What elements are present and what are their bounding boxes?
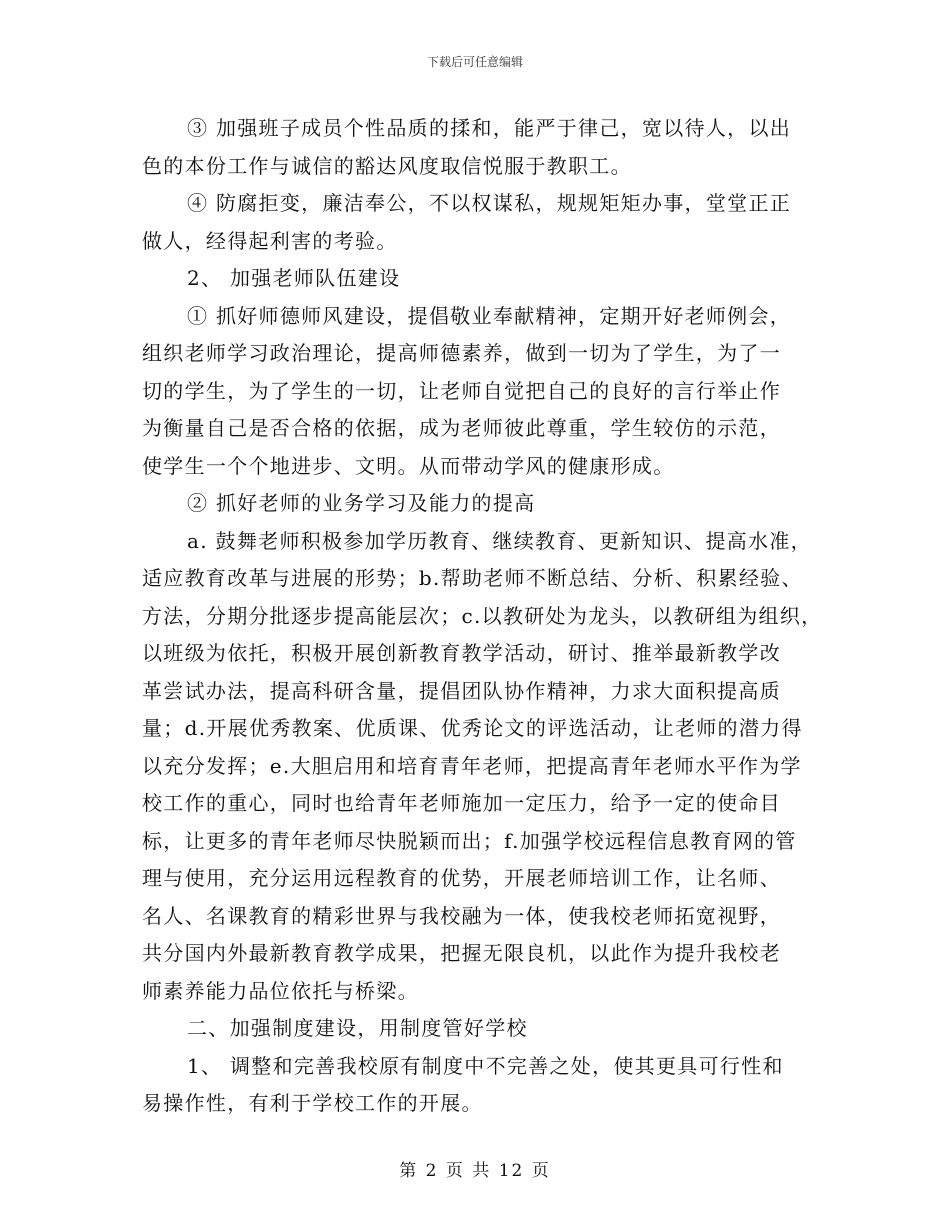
paragraph-line: 名人、名课教育的精彩世界与我校融为一体，使我校老师拓宽视野， — [142, 903, 781, 928]
paragraph-line: 标，让更多的青年老师尽快脱颖而出；f.加强学校远程信息教育网的管 — [142, 828, 797, 853]
page-number: 第 2 页 共 12 页 — [399, 1161, 551, 1181]
paragraph-line: 易操作性，有利于学校工作的开展。 — [142, 1091, 483, 1115]
paragraph-line: ① 抓好师德师风建设，提倡敬业奉献精神，定期开好老师例会， — [187, 303, 792, 328]
paragraph-line: 组织老师学习政治理论，提高师德素养，做到一切为了学生，为了一 — [142, 341, 781, 365]
paragraph-line: 适应教育改革与进展的形势；b.帮助老师不断总结、分析、积累经验、 — [142, 566, 803, 590]
paragraph-line: 1、 调整和完善我校原有制度中不完善之处，使其更具可行性和 — [187, 1053, 784, 1078]
paragraph-line: 使学生一个个地进步、文明。从而带动学风的健康形成。 — [142, 453, 675, 478]
paragraph-line: 理与使用，充分运用远程教育的优势，开展老师培训工作，让名师、 — [142, 866, 781, 890]
paragraph-line: 共分国内外最新教育教学成果，把握无限良机，以此作为提升我校老 — [142, 941, 781, 965]
paragraph-line: 方法，分期分批逐步提高能层次；c.以教研处为龙头，以教研组为组织， — [142, 603, 823, 628]
paragraph-line: ④ 防腐拒变，廉洁奉公，不以权谋私，规规矩矩办事，堂堂正正 — [187, 191, 792, 215]
paragraph-line: 量；d.开展优秀教案、优质课、优秀论文的评选活动，让老师的潜力得 — [142, 716, 803, 740]
document-body — [142, 110, 832, 1123]
paragraph-line: 师素养能力品位依托与桥梁。 — [142, 978, 419, 1003]
page-header: 下载后可任意编辑 — [426, 55, 523, 69]
paragraph-line: 做人，经得起利害的考验。 — [142, 228, 398, 253]
section-heading: 二、加强制度建设，用制度管好学校 — [187, 1016, 528, 1040]
section-heading: 2、 加强老师队伍建设 — [187, 266, 401, 290]
paragraph-line: 革尝试办法，提高科研含量，提倡团队协作精神，力求大面积提高质 — [142, 678, 781, 703]
paragraph-line: ③ 加强班子成员个性品质的揉和，能严于律己，宽以待人，以出 — [187, 116, 792, 140]
paragraph-line: 以班级为依托，积极开展创新教育教学活动，研讨、推举最新教学改 — [142, 641, 781, 665]
paragraph-line: 以充分发挥；e.大胆启用和培育青年老师，把提高青年老师水平作为学 — [142, 753, 802, 778]
paragraph-line: 色的本份工作与诚信的豁达风度取信悦服于教职工。 — [142, 153, 632, 178]
paragraph-line: a. 鼓舞老师积极参加学历教育、继续教育、更新知识、提高水准， — [187, 528, 812, 553]
subsection-heading: ② 抓好老师的业务学习及能力的提高 — [187, 491, 536, 515]
paragraph-line: 切的学生，为了学生的一切，让老师自觉把自己的良好的言行举止作 — [142, 378, 781, 403]
paragraph-line: 为衡量自己是否合格的依据，成为老师彼此尊重，学生较仿的示范， — [142, 416, 781, 440]
paragraph-line: 校工作的重心，同时也给青年老师施加一定压力，给予一定的使命目 — [142, 791, 781, 815]
